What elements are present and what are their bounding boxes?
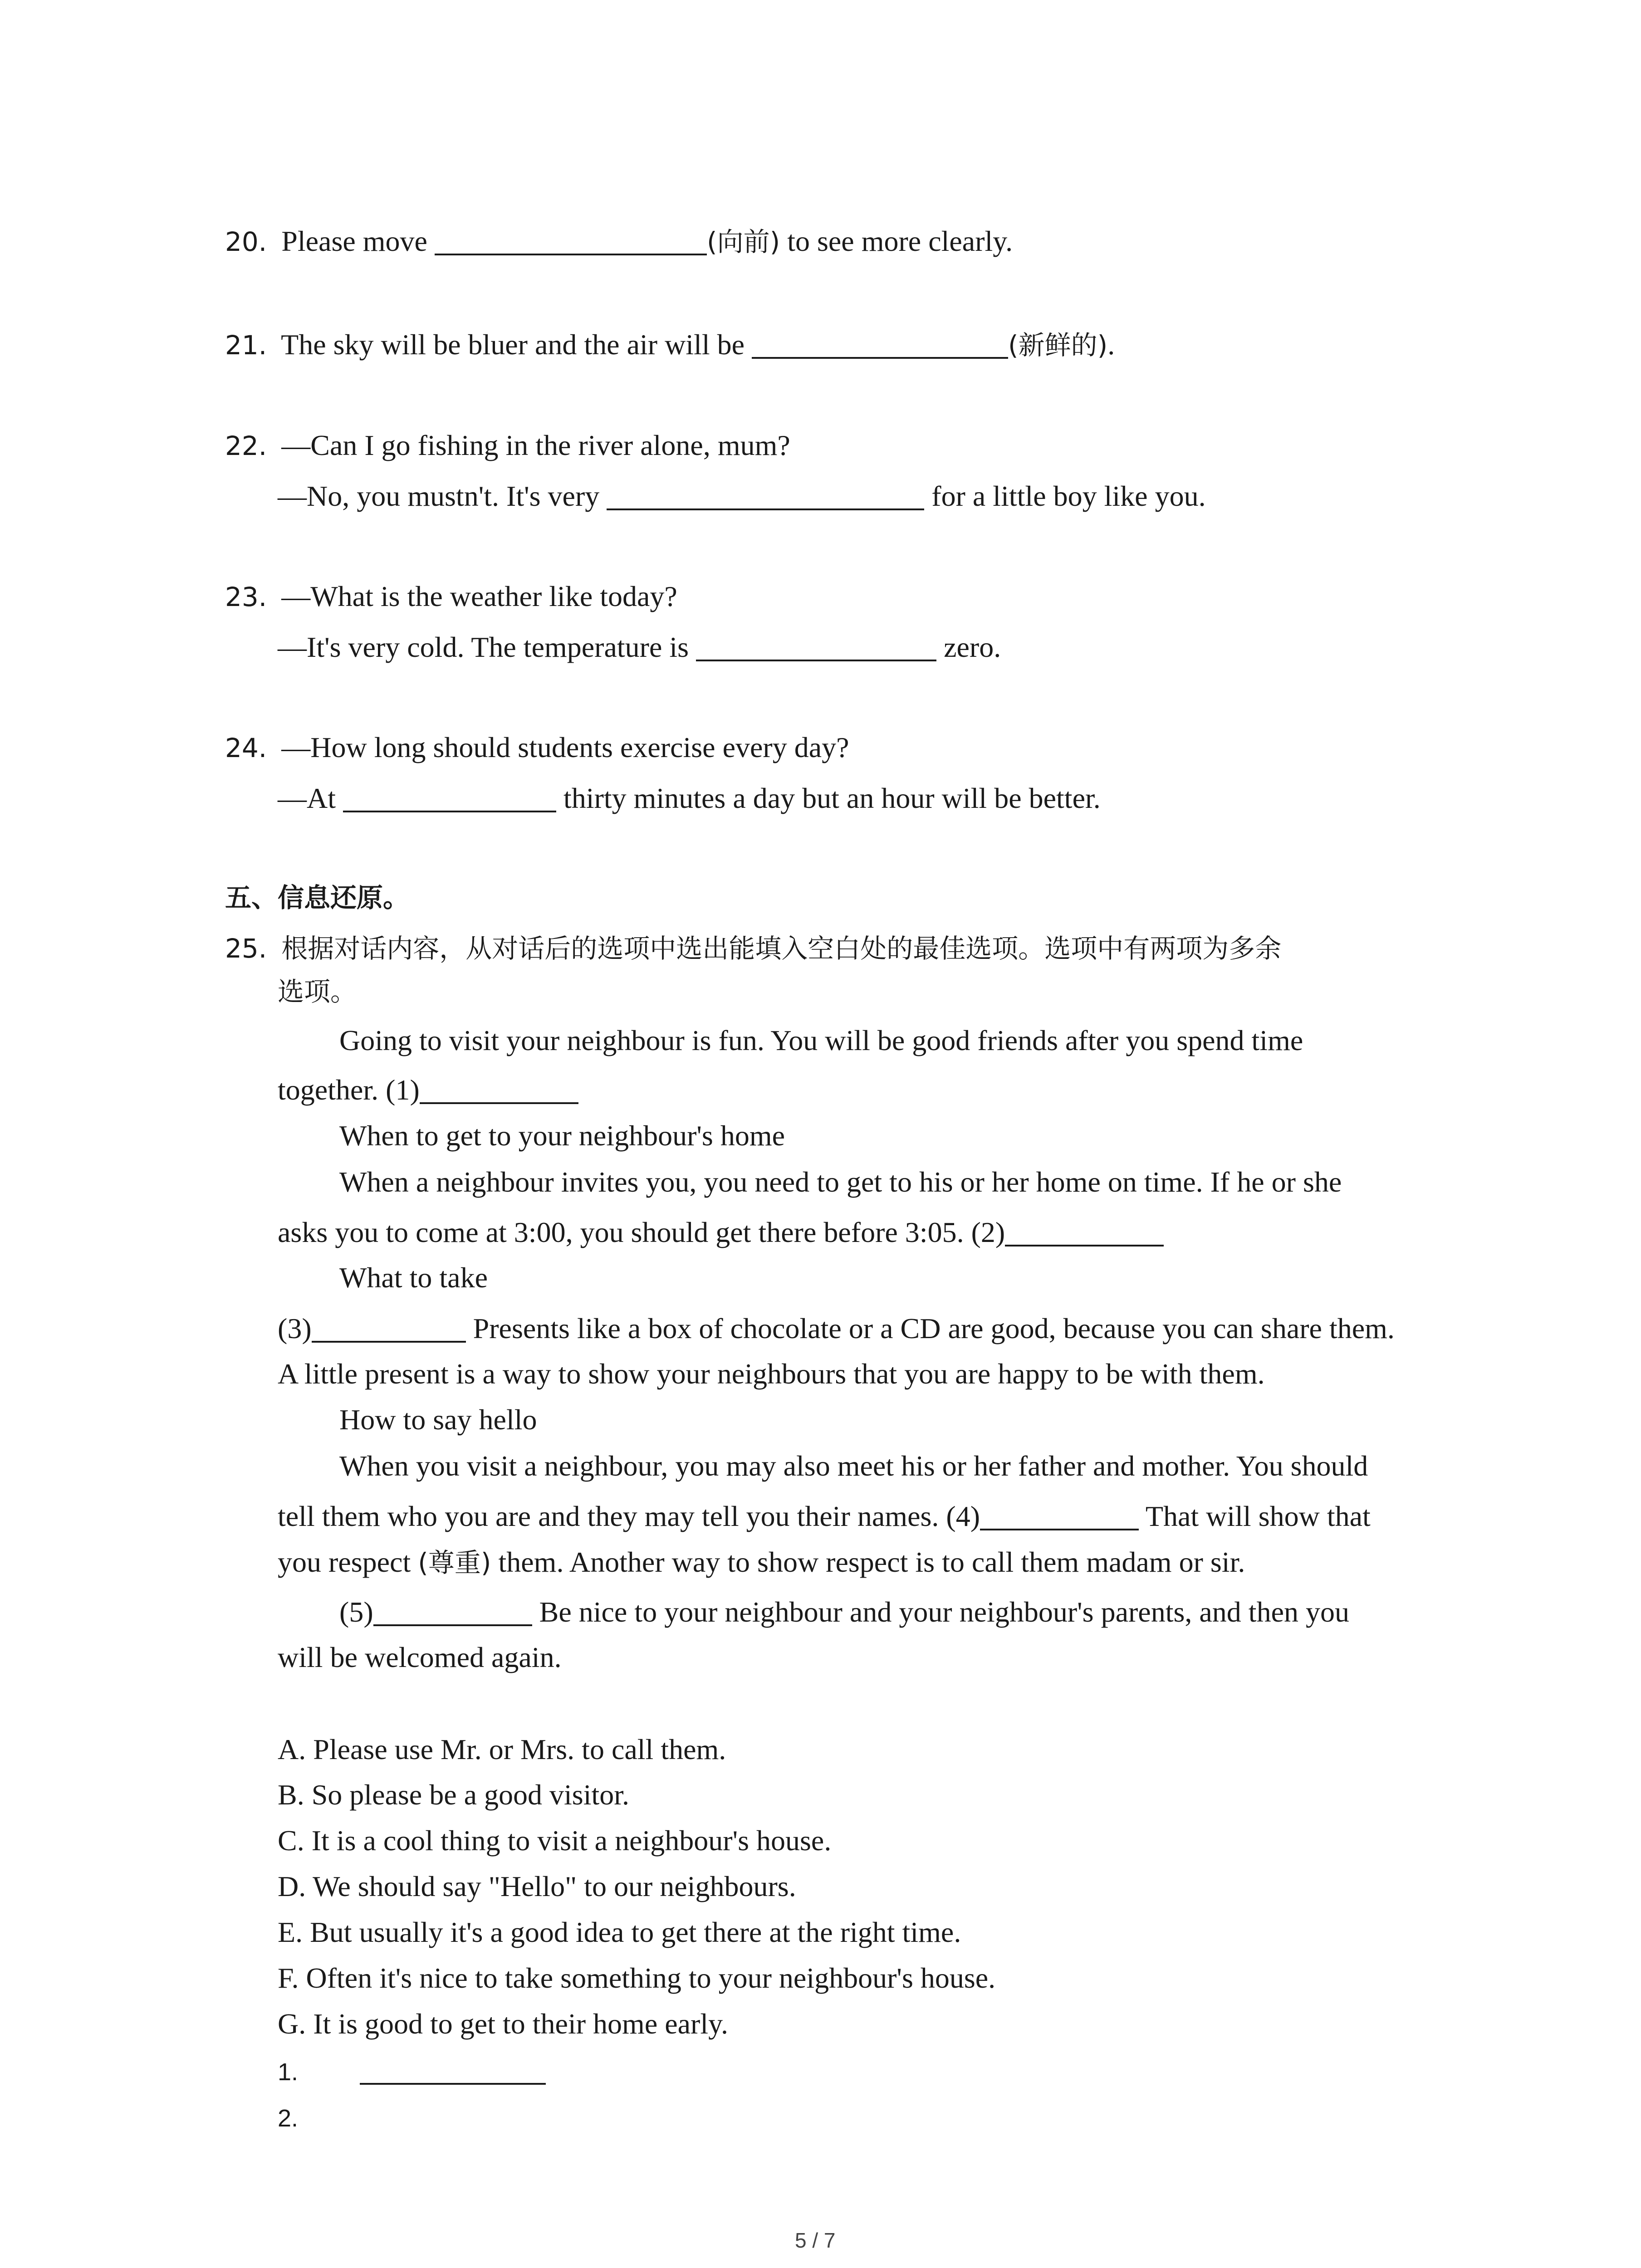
question-number: 20.: [225, 226, 267, 257]
question-text: Please move: [281, 225, 435, 257]
question-text: zero.: [936, 631, 1001, 663]
page-number: 5 / 7: [795, 2229, 836, 2252]
passage-blank-4[interactable]: [980, 1503, 1139, 1530]
passage-text: (5): [339, 1596, 373, 1628]
question-25-instructions: [225, 934, 1281, 963]
answer-blank[interactable]: [360, 2058, 546, 2085]
answer-blank[interactable]: [343, 785, 556, 812]
option-b: B. So please be a good visitor.: [278, 1779, 630, 1811]
answer-label: 1.: [278, 2058, 299, 2086]
answer-blank[interactable]: [435, 228, 707, 255]
chinese-hint: (尊重): [418, 1547, 491, 1578]
option-f: F. Often it's nice to take something to your neighbour's house.: [278, 1962, 996, 1994]
answer-row-2: [278, 2102, 298, 2131]
question-text: —At: [278, 782, 343, 814]
passage-line: [278, 1314, 1395, 1343]
passage-line: When a neighbour invites you, you need to get to his or her home on time. If he or she: [339, 1166, 1342, 1198]
passage-text: together. (1): [278, 1074, 420, 1106]
answer-label: 2.: [278, 2105, 299, 2132]
question-text: —How long should students exercise every day?: [281, 731, 849, 763]
passage-blank-1[interactable]: [420, 1077, 578, 1104]
question-20: [225, 227, 1013, 256]
option-g: G. It is good to get to their home early.: [278, 2008, 728, 2040]
passage-blank-5[interactable]: [373, 1599, 532, 1626]
passage-line: When you visit a neighbour, you may also meet his or her father and mother. You should: [339, 1450, 1368, 1482]
question-text: —Can I go fishing in the river alone, mum?: [281, 429, 790, 461]
question-22-line-2: [278, 482, 1206, 511]
passage-line: [278, 1075, 578, 1105]
passage-subheading: What to take: [339, 1261, 488, 1294]
option-e: E. But usually it's a good idea to get there at the right time.: [278, 1916, 961, 1948]
question-24-line-2: [278, 784, 1101, 813]
passage-blank-2[interactable]: [1005, 1219, 1164, 1246]
section-heading: 五、信息还原。: [225, 882, 410, 913]
question-text: —No, you mustn't. It's very: [278, 480, 607, 512]
answer-blank[interactable]: [696, 634, 936, 661]
question-21: [225, 330, 1115, 359]
passage-line: will be welcomed again.: [278, 1641, 562, 1673]
passage-line: [278, 1548, 1245, 1577]
instruction-text: 根据对话内容，从对话后的选项中选出能填入空白处的最佳选项。选项中有两项为多余: [281, 933, 1282, 964]
option-d: D. We should say "Hello" to our neighbours.: [278, 1870, 796, 1902]
answer-blank[interactable]: [607, 483, 924, 510]
question-text: —It's very cold. The temperature is: [278, 631, 696, 663]
passage-text: (3): [278, 1312, 312, 1344]
question-number: 21.: [225, 330, 267, 361]
question-number: 23.: [225, 582, 267, 612]
passage-line: [278, 1502, 1371, 1531]
answer-blank[interactable]: [752, 332, 1008, 359]
question-23-line-1: [225, 582, 677, 611]
chinese-hint: (向前): [706, 226, 780, 257]
instruction-text-cont: 选项。: [278, 976, 357, 1007]
question-number: 25.: [225, 933, 267, 964]
passage-text: them. Another way to show respect is to call them madam or sir.: [491, 1546, 1245, 1578]
question-23-line-2: [278, 633, 1001, 662]
passage-text: That will show that: [1139, 1500, 1371, 1532]
passage-text: asks you to come at 3:00, you should get there before 3:05. (2): [278, 1216, 1005, 1248]
passage-line: [278, 1218, 1164, 1247]
passage-text: you respect: [278, 1546, 418, 1578]
question-text: The sky will be bluer and the air will be: [281, 328, 752, 361]
passage-text: Be nice to your neighbour and your neighbour's parents, and then you: [532, 1596, 1349, 1628]
option-a: A. Please use Mr. or Mrs. to call them.: [278, 1733, 726, 1765]
passage-line: [339, 1598, 1349, 1627]
passage-text: Presents like a box of chocolate or a CD are good, because you can share them.: [465, 1312, 1395, 1344]
answer-row-1: [278, 2056, 546, 2085]
question-number: 22.: [225, 430, 267, 461]
passage-text: tell them who you are and they may tell you their names. (4): [278, 1500, 980, 1532]
question-24-line-1: [225, 733, 849, 762]
question-text: —What is the weather like today?: [281, 580, 677, 612]
question-22-line-1: [225, 431, 790, 460]
question-text: for a little boy like you.: [924, 480, 1206, 512]
passage-subheading: How to say hello: [339, 1403, 537, 1436]
passage-subheading: When to get to your neighbour's home: [339, 1119, 785, 1152]
option-c: C. It is a cool thing to visit a neighbour's house.: [278, 1824, 832, 1857]
question-text: .: [1107, 328, 1115, 361]
chinese-hint: (新鲜的): [1008, 330, 1108, 361]
passage-line: Going to visit your neighbour is fun. You will be good friends after you spend time: [339, 1024, 1303, 1056]
passage-line: A little present is a way to show your neighbours that you are happy to be with them.: [278, 1358, 1265, 1390]
passage-blank-3[interactable]: [312, 1315, 466, 1343]
question-text: thirty minutes a day but an hour will be better.: [556, 782, 1101, 814]
question-number: 24.: [225, 733, 267, 763]
question-text: to see more clearly.: [780, 225, 1013, 257]
